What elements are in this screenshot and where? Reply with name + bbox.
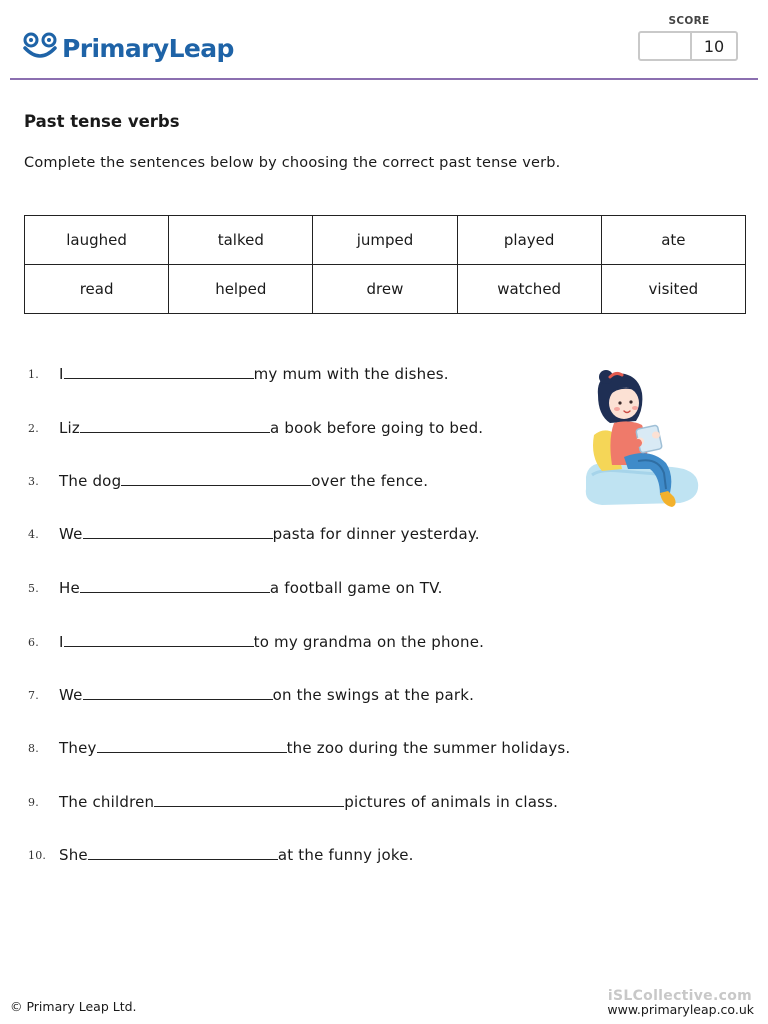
header bbox=[0, 0, 768, 80]
question-text bbox=[59, 792, 558, 811]
question-number: 7. bbox=[28, 689, 39, 702]
sentence-start: We bbox=[59, 686, 83, 704]
sentence-start: Liz bbox=[59, 419, 80, 437]
answer-blank[interactable] bbox=[154, 792, 344, 807]
score-box bbox=[638, 31, 738, 61]
answer-blank[interactable] bbox=[80, 418, 270, 433]
worksheet-instructions: Complete the sentences below by choosing the correct past tense verb. bbox=[24, 155, 561, 171]
question-number: 8. bbox=[28, 742, 39, 755]
question-number: 6. bbox=[28, 636, 39, 649]
question-number: 9. bbox=[28, 796, 39, 809]
girl-reading-illustration bbox=[580, 365, 704, 517]
sentence-end: a football game on TV. bbox=[269, 579, 443, 597]
sentence-start: They bbox=[59, 739, 97, 757]
word-bank-cell: drew bbox=[313, 265, 457, 314]
question-number: 4. bbox=[28, 528, 39, 541]
question-text bbox=[59, 845, 414, 864]
answer-blank[interactable] bbox=[97, 738, 287, 753]
question-text bbox=[59, 364, 449, 383]
frog-logo-icon bbox=[22, 32, 58, 64]
question-text bbox=[59, 524, 480, 543]
sentence-end: my mum with the dishes. bbox=[253, 365, 449, 383]
sentence-start: We bbox=[59, 525, 83, 543]
score-input[interactable] bbox=[640, 33, 692, 59]
sentence-start: She bbox=[59, 846, 88, 864]
sentence-end: on the swings at the park. bbox=[272, 686, 475, 704]
brand-name: PrimaryLeap bbox=[62, 33, 234, 63]
word-bank-cell: helped bbox=[169, 265, 313, 314]
word-bank-cell: read bbox=[25, 265, 169, 314]
answer-blank[interactable] bbox=[64, 632, 254, 647]
question-text bbox=[59, 632, 484, 651]
footer-website-link[interactable]: www.primaryleap.co.uk bbox=[607, 1002, 754, 1017]
footer-watermark: iSLCollective.com bbox=[607, 988, 752, 1004]
sentence-start: The dog bbox=[59, 472, 122, 490]
score-label: SCORE bbox=[668, 15, 710, 27]
score-total: 10 bbox=[703, 37, 725, 56]
question-number: 3. bbox=[28, 475, 39, 488]
sentence-end: over the fence. bbox=[311, 472, 429, 490]
word-bank-cell: visited bbox=[601, 265, 745, 314]
word-bank-row bbox=[25, 265, 746, 314]
answer-blank[interactable] bbox=[83, 524, 273, 539]
answer-blank[interactable] bbox=[121, 471, 311, 486]
brand-logo[interactable] bbox=[22, 30, 234, 66]
word-bank-cell: played bbox=[457, 216, 601, 265]
header-divider bbox=[10, 78, 758, 80]
worksheet-title: Past tense verbs bbox=[24, 112, 180, 131]
answer-blank[interactable] bbox=[88, 845, 278, 860]
sentence-start: The children bbox=[59, 793, 155, 811]
word-bank-table bbox=[24, 215, 746, 314]
question-number: 1. bbox=[28, 368, 39, 381]
sentence-start: I bbox=[59, 365, 64, 383]
question-text bbox=[59, 685, 474, 704]
word-bank-cell: ate bbox=[601, 216, 745, 265]
question-text bbox=[59, 738, 570, 757]
question-text bbox=[59, 578, 443, 597]
answer-blank[interactable] bbox=[64, 364, 254, 379]
question-number: 5. bbox=[28, 582, 39, 595]
sentence-start: I bbox=[59, 633, 64, 651]
answer-blank[interactable] bbox=[80, 578, 270, 593]
sentence-end: a book before going to bed. bbox=[270, 419, 484, 437]
sentence-end: to my grandma on the phone. bbox=[253, 633, 485, 651]
sentence-end: the zoo during the summer holidays. bbox=[286, 739, 571, 757]
word-bank-cell: laughed bbox=[25, 216, 169, 265]
sentence-end: pasta for dinner yesterday. bbox=[272, 525, 480, 543]
word-bank-cell: jumped bbox=[313, 216, 457, 265]
question-number: 2. bbox=[28, 422, 39, 435]
sentence-end: pictures of animals in class. bbox=[344, 793, 559, 811]
word-bank-row bbox=[25, 216, 746, 265]
answer-blank[interactable] bbox=[83, 685, 273, 700]
sentence-end: at the funny joke. bbox=[277, 846, 414, 864]
question-text bbox=[59, 418, 483, 437]
question-text bbox=[59, 471, 428, 490]
question-number: 10. bbox=[28, 849, 47, 862]
sentence-start: He bbox=[59, 579, 80, 597]
footer-copyright: © Primary Leap Ltd. bbox=[10, 999, 137, 1014]
word-bank-cell: talked bbox=[169, 216, 313, 265]
word-bank-cell: watched bbox=[457, 265, 601, 314]
